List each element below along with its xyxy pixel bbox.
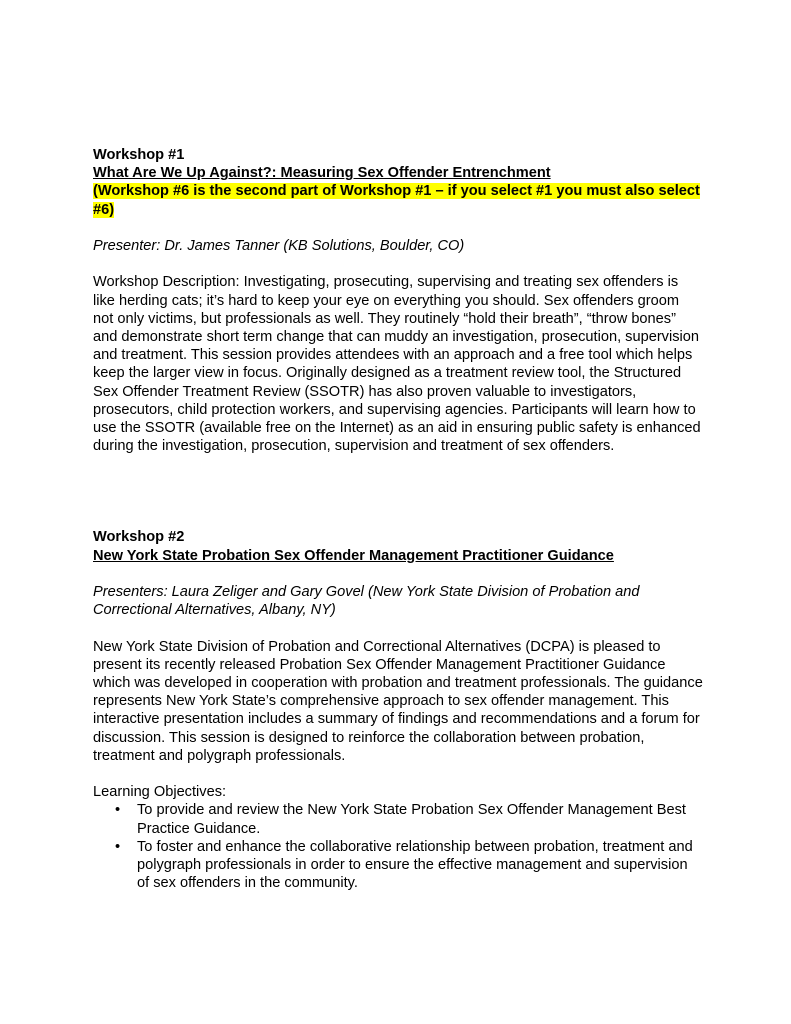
workshop-1-presenter: Presenter: Dr. James Tanner (KB Solutions, Boulder, CO) [93, 238, 465, 254]
learning-objective-item [93, 801, 703, 837]
learning-objectives-label: Learning Objectives: [93, 784, 227, 801]
learning-objective-item [93, 838, 703, 893]
workshop-2-heading: Workshop #2 [93, 529, 185, 546]
workshop-1-section [93, 146, 703, 455]
learning-objective-text: To foster and enhance the collaborative relationship between probation, treatment and polygraph professionals in order to ensure the effective management and supervision of sex offenders in the community. [137, 838, 693, 892]
workshop-1-heading: Workshop #1 [93, 147, 185, 163]
workshop-1-description: Workshop Description: Investigating, prosecuting, supervising and treating sex offenders is like herding cats; it’s hard to keep your eye on everything you should. Sex offenders groom not only victims, but professionals as well. They routinely “hold their breath”, “throw bones” and demonstrate short term change that can muddy an investigation, prosecution, supervision and treatment. This session provides attendees with an approach and a free tool which helps keep the larger view in focus. Originally designed as a treatment review tool, the Structured Sex Offender Treatment Review (SSOTR) has also proven valuable to investigators, prosecutors, child protection workers, and supervising agencies. Participants will learn how to use the SSOTR (available free on the Internet) as an aid in ensuring public safety is enhanced during the investigation, prosecution, supervision and treatment of sex offenders. [93, 274, 701, 455]
workshop-1-note-highlight: (Workshop #6 is the second part of Workshop #1 – if you select #1 you must also select #6) [93, 183, 700, 218]
workshop-2-presenters: Presenters: Laura Zeliger and Gary Govel (New York State Division of Probation and Correctional Alternatives, Albany, NY) [93, 584, 640, 619]
workshop-1-title: What Are We Up Against?: Measuring Sex Offender Entrenchment [93, 165, 551, 182]
learning-objectives-list [93, 801, 703, 892]
workshop-1-note [93, 182, 703, 218]
learning-objective-text: To provide and review the New York State Probation Sex Offender Management Best Practice Guidance. [137, 802, 686, 837]
workshop-2-title: New York State Probation Sex Offender Management Practitioner Guidance [93, 547, 614, 564]
bullet-icon: • [115, 802, 121, 819]
workshop-2-description: New York State Division of Probation and Correctional Alternatives (DCPA) is pleased to present its recently released Probation Sex Offender Management Practitioner Guidance which was developed in cooperation with probation and treatment professionals. The guidance represents New York State’s comprehensive approach to sex offender management. This interactive presentation includes a summary of findings and recommendations and a forum for discussion. This session is designed to reinforce the collaboration between probation, treatment and polygraph professionals. [93, 638, 703, 764]
workshop-2-section [93, 528, 703, 892]
bullet-icon: • [115, 838, 121, 855]
document-page [93, 146, 703, 892]
